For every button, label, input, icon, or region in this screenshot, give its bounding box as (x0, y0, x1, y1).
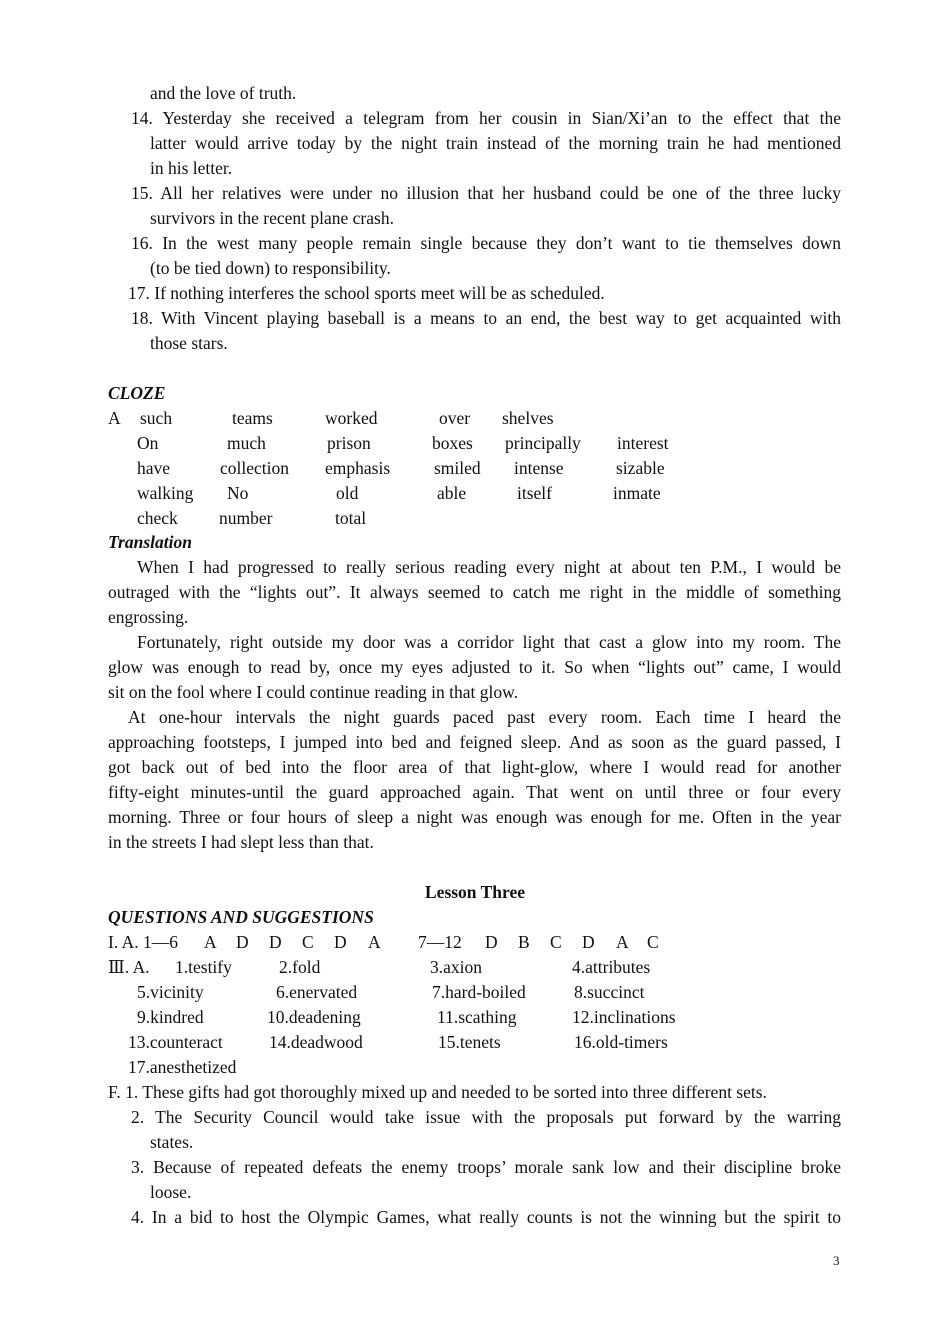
answer-letter: C (302, 932, 314, 952)
cloze-word: interest (617, 433, 669, 453)
translation-p3-line-3: got back out of bed into the floor area of that light-glow, where I would read for another (108, 757, 841, 777)
page-number: 3 (833, 1253, 840, 1268)
vocab-word: 8.succinct (574, 982, 645, 1002)
vocab-word: 1.testify (175, 957, 232, 977)
answer-letter: A (616, 932, 629, 952)
f-item-3-line-1: 3. Because of repeated defeats the enemy troops’ morale sank low and their discipline broke (131, 1157, 841, 1177)
vocab-word: 4.attributes (572, 957, 651, 977)
answer-letter: D (269, 932, 282, 952)
cloze-word: much (227, 433, 266, 453)
translation-p1-line-3: engrossing. (108, 607, 189, 627)
answer-key-range: 7—12 (418, 932, 462, 952)
cloze-word: boxes (432, 433, 473, 453)
translation-p2-line-2: glow was enough to read by, once my eyes adjusted to it. So when “lights out” came, I would (108, 657, 841, 677)
item-15-line-1: 15. All her relatives were under no illusion that her husband could be one of the three lucky (131, 183, 841, 203)
vocab-word: 3.axion (430, 957, 483, 977)
questions-heading: QUESTIONS AND SUGGESTIONS (108, 907, 374, 927)
cloze-word: No (227, 483, 249, 503)
item-18-line-1: 18. With Vincent playing baseball is a means to an end, the best way to get acquainted with (131, 308, 841, 328)
vocab-word: 13.counteract (128, 1032, 223, 1052)
cloze-word: shelves (502, 408, 554, 428)
cloze-heading: CLOZE (108, 383, 166, 403)
vocab-word: 16.old-timers (574, 1032, 668, 1052)
answer-letter: B (518, 932, 530, 952)
vocab-word: 17.anesthetized (128, 1057, 237, 1077)
vocab-word: 6.enervated (276, 982, 358, 1002)
cloze-word: intense (514, 458, 564, 478)
cloze-word: walking (137, 483, 194, 503)
cloze-word: have (137, 458, 171, 478)
translation-p2-line-1: Fortunately, right outside my door was a corridor light that cast a glow into my room. The (137, 632, 841, 652)
answer-letter: A (204, 932, 217, 952)
item-15-line-2: survivors in the recent plane crash. (150, 208, 394, 228)
vocab-word: 15.tenets (438, 1032, 501, 1052)
vocab-word: 12.inclinations (572, 1007, 676, 1027)
cloze-word: On (137, 433, 159, 453)
cloze-word: principally (505, 433, 581, 453)
f-item-2-line-1: 2. The Security Council would take issue with the proposals put forward by the warring (131, 1107, 841, 1127)
f-item-3-line-2: loose. (150, 1182, 192, 1202)
cloze-word: check (137, 508, 178, 528)
cloze-word: total (335, 508, 367, 528)
cloze-word: old (336, 483, 359, 503)
item-16-line-2: (to be tied down) to responsibility. (150, 258, 391, 278)
cloze-word: number (219, 508, 273, 528)
cloze-word: collection (220, 458, 290, 478)
lesson-title: Lesson Three (425, 882, 525, 902)
cloze-word: sizable (616, 458, 665, 478)
translation-p3-line-6: in the streets I had slept less than that. (108, 832, 374, 852)
answer-letter: D (334, 932, 347, 952)
vocab-word: 2.fold (279, 957, 321, 977)
continued-line: and the love of truth. (150, 83, 297, 103)
item-14-line-2: latter would arrive today by the night train instead of the morning train he had mentioned (150, 133, 841, 153)
vocab-word: 14.deadwood (269, 1032, 363, 1052)
item-16-line-1: 16. In the west many people remain single because they don’t want to tie themselves down (131, 233, 841, 253)
translation-p3-line-2: approaching footsteps, I jumped into bed and feigned sleep. And as soon as the guard passed, I (108, 732, 841, 752)
cloze-word: inmate (613, 483, 661, 503)
f-item-2-line-2: states. (150, 1132, 194, 1152)
answer-letter: D (582, 932, 595, 952)
cloze-word: teams (232, 408, 273, 428)
cloze-word: smiled (434, 458, 481, 478)
answer-key-prefix: I. A. 1—6 (108, 932, 178, 952)
vocab-prefix: Ⅲ. A. (108, 957, 150, 977)
translation-p1-line-2: outraged with the “lights out”. It always seemed to catch me right in the middle of something (108, 582, 841, 602)
cloze-word: emphasis (325, 458, 391, 478)
answer-letter: C (550, 932, 562, 952)
answer-letter: D (485, 932, 498, 952)
vocab-word: 9.kindred (137, 1007, 204, 1027)
item-18-line-2: those stars. (150, 333, 228, 353)
cloze-word: over (439, 408, 471, 428)
translation-p3-line-1: At one-hour intervals the night guards paced past every room. Each time I heard the (128, 707, 841, 727)
cloze-word: such (140, 408, 173, 428)
translation-p3-line-4: fifty-eight minutes-until the guard approached again. That went on until three or four every (108, 782, 841, 802)
item-17: 17. If nothing interferes the school sports meet will be as scheduled. (128, 283, 605, 303)
vocab-word: 5.vicinity (137, 982, 204, 1002)
answer-letter: D (236, 932, 249, 952)
item-14-line-1: 14. Yesterday she received a telegram from her cousin in Sian/Xi’an to the effect that the (131, 108, 841, 128)
vocab-word: 10.deadening (267, 1007, 361, 1027)
translation-p3-line-5: morning. Three or four hours of sleep a night was enough was enough for me. Often in the year (108, 807, 841, 827)
answer-letter: A (368, 932, 381, 952)
item-14-line-3: in his letter. (150, 158, 233, 178)
cloze-label: A (108, 408, 121, 428)
f-item-4-line-1: 4. In a bid to host the Olympic Games, what really counts is not the winning but the spirit to (131, 1207, 841, 1227)
translation-p1-line-1: When I had progressed to really serious reading every night at about ten P.M., I would be (137, 557, 841, 577)
cloze-word: itself (517, 483, 552, 503)
vocab-word: 7.hard-boiled (432, 982, 526, 1002)
f-item-1: F. 1. These gifts had got thoroughly mixed up and needed to be sorted into three different sets. (108, 1082, 767, 1102)
cloze-word: able (437, 483, 467, 503)
cloze-word: worked (325, 408, 378, 428)
translation-heading: Translation (108, 532, 192, 552)
vocab-word: 11.scathing (437, 1007, 517, 1027)
cloze-word: prison (327, 433, 371, 453)
answer-letter: C (647, 932, 659, 952)
translation-p2-line-3: sit on the fool where I could continue reading in that glow. (108, 682, 519, 702)
